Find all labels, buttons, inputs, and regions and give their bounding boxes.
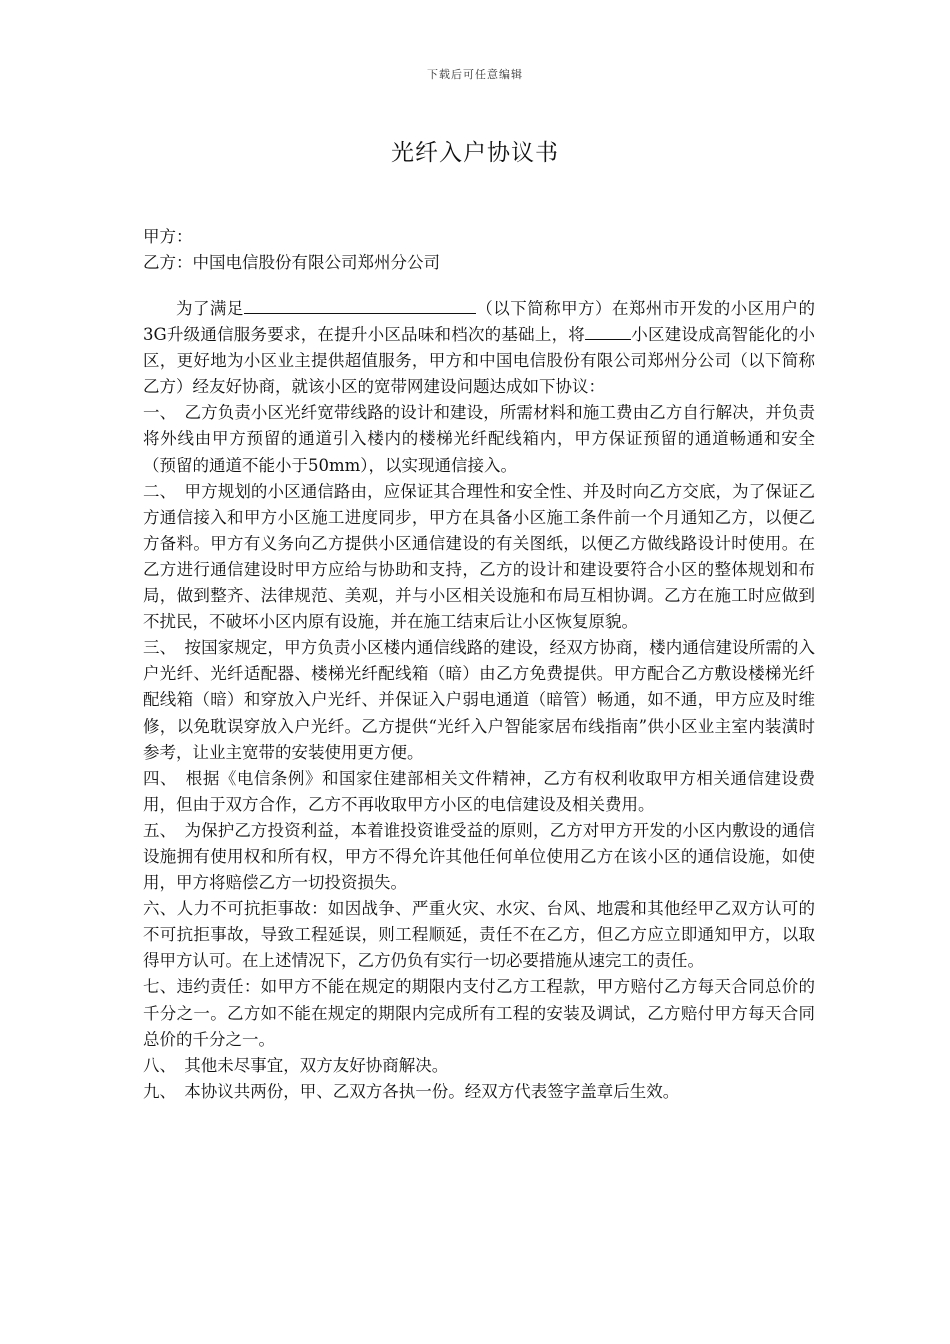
- clause-9: 九、 本协议共两份，甲、乙双方各执一份。经双方代表签字盖章后生效。: [143, 1081, 680, 1101]
- clause-5: 五、 为保护乙方投资利益，本着谁投资谁受益的原则，乙方对甲方开发的小区内敷设的通信设施拥有使用权和所有权，甲方不得允许其他任何单位使用乙方在该小区的通信设施，如使用，甲方将赔偿乙方一切投资损失。: [143, 820, 815, 893]
- party-a-line: 甲方：: [143, 227, 193, 246]
- clause-6: 六、人力不可抗拒事故：如因战争、严重火灾、水灾、台风、地震和其他经甲乙双方认可的不可抗拒事故，导致工程延误，则工程顺延，责任不在乙方，但乙方应立即通知甲方，以取得甲方认可。在上述情况下，乙方仍负有实行一切必要措施从速完工的责任。: [143, 899, 815, 971]
- parties-block: [143, 224, 815, 276]
- clause-4: 四、 根据《电信条例》和国家住建部相关文件精神，乙方有权利收取甲方相关通信建设费用，但由于双方合作，乙方不再收取甲方小区的电信建设及相关费用。: [143, 768, 815, 814]
- party-b-line: 乙方：中国电信股份有限公司郑州分公司: [143, 253, 440, 272]
- header-note: 下载后可任意编辑: [427, 68, 523, 81]
- intro-text-1: 为了满足: [176, 299, 244, 318]
- clause-1: 一、 乙方负责小区光纤宽带线路的设计和建设，所需材料和施工费由乙方自行解决，并负责将外线由甲方预留的通道引入楼内的楼梯光纤配线箱内，甲方保证预留的通道畅通和安全（预留的通道不能小于50mm），以实现通信接入。: [143, 403, 815, 475]
- intro-text-3: 小区建设成高智能化的小区，更好地为小区业主提供超值服务，甲方和中国电信股份有限公司郑州分公司（以下简称乙方）经友好协商，就该小区的宽带网建设问题达成如下协议：: [143, 325, 816, 397]
- intro-text-2: （以下简称甲方）在郑州市开发的小区用户的3G升级通信服务要求，在提升小区品味和档次的基础上，将: [143, 299, 816, 345]
- clause-3: 三、 按国家规定，甲方负责小区楼内通信线路的建设，经双方协商，楼内通信建设所需的入户光纤、光纤适配器、楼梯光纤配线箱（暗）由乙方免费提供。甲方配合乙方敷设楼梯光纤配线箱（暗）和穿放入户光纤、并保证入户弱电通道（暗管）畅通，如不通，甲方应及时维修，以免耽误穿放入户光纤。乙方提供“光纤入户智能家居布线指南”供小区业主室内装潢时参考，让业主宽带的安装使用更方便。: [143, 638, 815, 762]
- community-name-blank[interactable]: [585, 325, 631, 340]
- clause-2: 二、 甲方规划的小区通信路由，应保证其合理性和安全性、并及时向乙方交底，为了保证乙方通信接入和甲方小区施工进度同步，甲方在具备小区施工条件前一个月通知乙方，以便乙方备料。甲方有义务向乙方提供小区通信建设的有关图纸，以便乙方做线路设计时使用。在乙方进行通信建设时甲方应给与协助和支持，乙方的设计和建设要符合小区的整体规划和布局，做到整齐、法律规范、美观，并与小区相关设施和布局互相协调。乙方在施工时应做到不扰民，不破坏小区内原有设施，并在施工结束后让小区恢复原貌。: [143, 481, 815, 632]
- developer-name-blank[interactable]: [244, 299, 476, 314]
- agreement-body: [143, 296, 815, 1105]
- clause-8: 八、 其他未尽事宜，双方友好协商解决。: [143, 1055, 449, 1075]
- document-title: 光纤入户协议书: [391, 140, 559, 166]
- clause-7: 七、违约责任：如甲方不能在规定的期限内支付乙方工程款，甲方赔付乙方每天合同总价的千分之一。乙方如不能在规定的期限内完成所有工程的安装及调试，乙方赔付甲方每天合同总价的千分之一。: [143, 977, 815, 1049]
- intro-paragraph: [143, 296, 815, 400]
